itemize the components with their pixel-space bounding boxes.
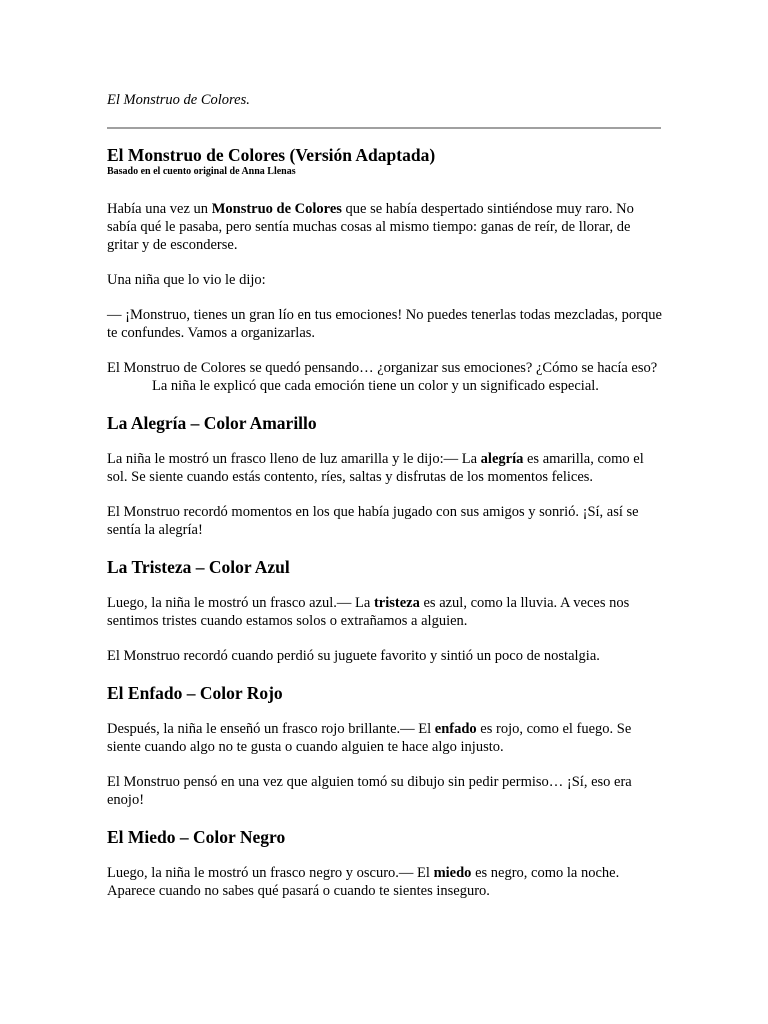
section-paragraph: El Monstruo recordó cuando perdió su juguete favorito y sintió un poco de nostalgia. (107, 648, 600, 664)
text-span: Había una vez un (107, 201, 212, 217)
text-span: El Monstruo de Colores se quedó pensando… ¿organizar sus emociones? ¿Cómo se hacía eso? (107, 360, 658, 376)
horizontal-rule (107, 127, 661, 129)
section-paragraph: El Monstruo pensó en una vez que alguien tomó su dibujo sin pedir permiso… ¡Sí, eso era enojo! (107, 774, 632, 808)
intro-paragraph-1 (107, 200, 663, 254)
intro-paragraph-4 (107, 359, 663, 395)
section-heading-miedo: El Miedo – Color Negro (107, 827, 286, 847)
intro-paragraph-2: Una niña que lo vio le dijo: (107, 272, 266, 288)
text-span: es amarilla, como el sol. Se siente cuando estás contento, ríes, saltas y disfrutas de los momentos felices. (107, 451, 644, 485)
section-paragraph: El Monstruo recordó momentos en los que había jugado con sus amigos y sonrió. ¡Sí, así se sentía la alegría! (107, 504, 639, 538)
bold-term: Monstruo de Colores (211, 201, 342, 217)
section-heading-enfado: El Enfado – Color Rojo (107, 683, 283, 703)
text-span: es azul, como la lluvia. A veces nos sentimos tristes cuando estamos solos o extrañamos a alguien. (107, 595, 630, 629)
bold-term: miedo (433, 865, 472, 881)
section-paragraph (107, 450, 663, 486)
text-span: Después, la niña le enseñó un frasco rojo brillante.— El (107, 721, 435, 737)
section-heading-tristeza: La Tristeza – Color Azul (107, 557, 290, 577)
section-paragraph (107, 594, 663, 630)
bold-term: enfado (434, 721, 477, 737)
bold-term: tristeza (373, 595, 420, 611)
section-paragraph (107, 864, 663, 900)
text-span: es rojo, como el fuego. Se siente cuando algo no te gusta o cuando alguien te hace algo injusto. (107, 721, 632, 755)
text-span: que se había despertado sintiéndose muy raro. No sabía qué le pasaba, pero sentía muchas cosas al mismo tiempo: ganas de reír, de llorar, de gritar y de esconderse. (107, 201, 634, 253)
bold-term: alegría (480, 451, 524, 467)
text-span: La niña le explicó que cada emoción tiene un color y un significado especial. (152, 378, 599, 394)
text-span: La niña le mostró un frasco lleno de luz amarilla y le dijo:— La (107, 451, 481, 467)
text-span: es negro, como la noche. Aparece cuando no sabes qué pasará o cuando te sientes inseguro. (107, 865, 620, 899)
intro-paragraph-3: — ¡Monstruo, tienes un gran lío en tus emociones! No puedes tenerlas todas mezcladas, porque te confundes. Vamos a organizarlas. (107, 307, 662, 341)
text-span: Luego, la niña le mostró un frasco negro y oscuro.— El (107, 865, 434, 881)
section-heading-alegria: La Alegría – Color Amarillo (107, 413, 317, 433)
section-paragraph (107, 720, 663, 756)
story-content (107, 145, 663, 917)
story-subtitle: Basado en el cuento original de Anna Llenas (107, 166, 296, 177)
story-title: El Monstruo de Colores (Versión Adaptada) (107, 145, 436, 165)
document-header-title: El Monstruo de Colores. (107, 92, 250, 108)
text-span: Luego, la niña le mostró un frasco azul.— La (107, 595, 374, 611)
